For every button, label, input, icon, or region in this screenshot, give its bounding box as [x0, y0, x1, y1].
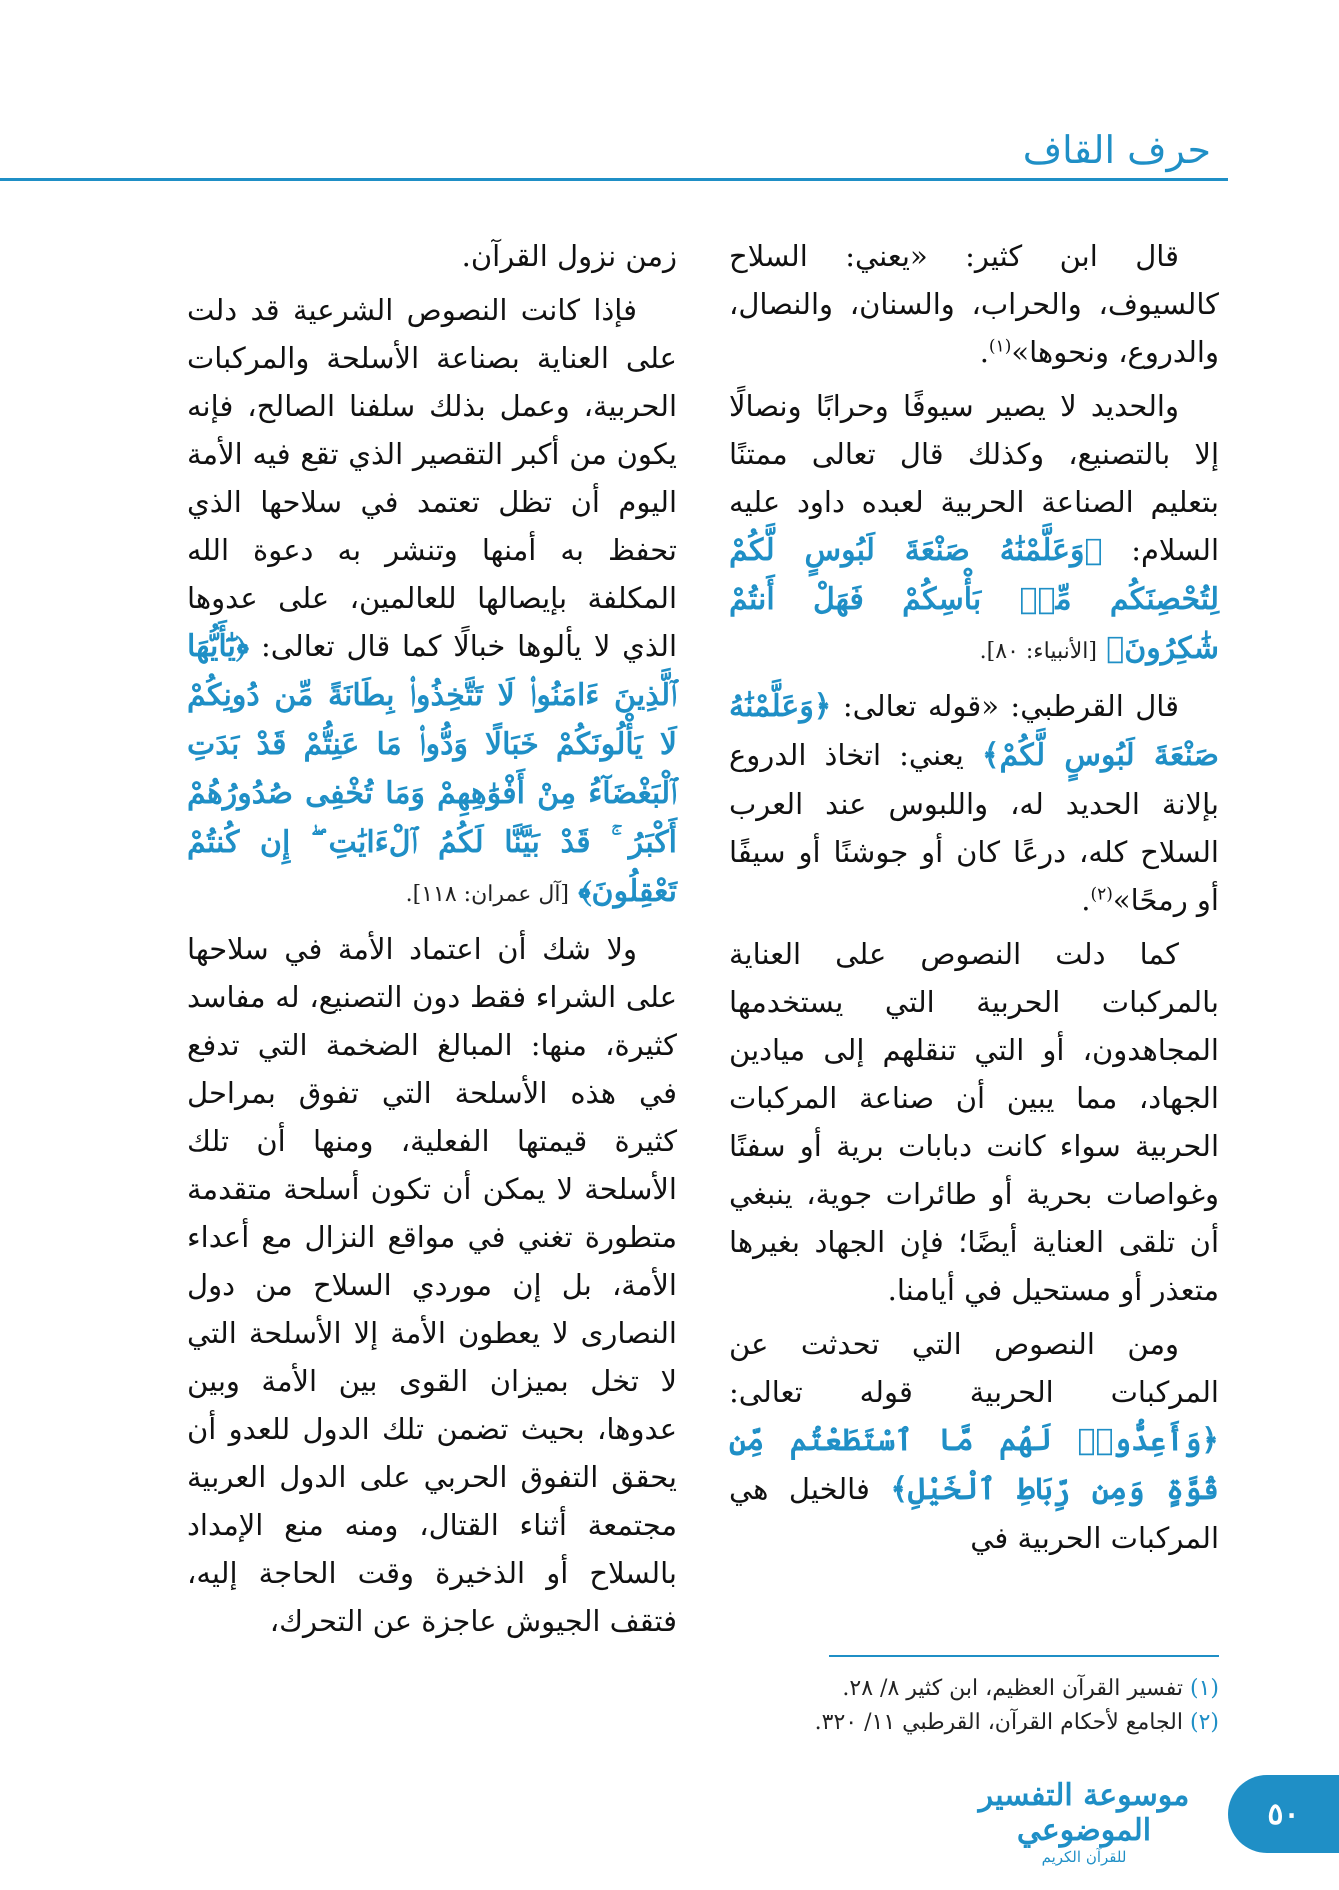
paragraph-text: قال ابن كثير: «يعني: السلاح كالسيوف، والحراب، والسنان، والنصال، والدروع، ونحوها»: [729, 239, 1219, 369]
header-rule: [0, 178, 1228, 181]
chapter-title: حرف القاف: [1022, 128, 1211, 172]
paragraph-text: والحديد لا يصير سيوفًا وحرابًا ونصالًا إلا بالتصنيع، وكذلك قال تعالى ممتنًا بتعليم الصناعة الحربية لعبده داود عليه السلام:: [729, 389, 1219, 567]
paragraph-text: قال القرطبي: «قوله تعالى:: [842, 689, 1179, 723]
logo-subtitle: للقرآن الكريم: [1041, 1848, 1127, 1866]
paragraph-end: .: [979, 335, 989, 369]
paragraph-text: فإذا كانت النصوص الشرعية قد دلت على العناية بصناعة الأسلحة والمركبات الحربية، وعمل بذلك سلفنا الصالح، فإنه يكون من أكبر التقصير الذي تقع فيه الأمة اليوم أن تظل تعتمد في سلاحها الذي تحفظ به أمنها وتنشر به دعوة الله المكلفة بإيصالها للعالمين، على عدوها الذي لا يألوها خبالًا كما قال تعالى:: [187, 293, 678, 663]
verse-reference: [الأنبياء: ٨٠].: [979, 639, 1097, 664]
paragraph-text: ومن النصوص التي تحدثت عن المركبات الحربية قوله تعالى:: [729, 1327, 1219, 1409]
paragraph-vehicles: [729, 930, 1219, 1314]
quran-verse: ﴿وَعَلَّمْنَٰهُ صَنْعَةَ لَبُوسٍ لَّكُمْ﴾: [729, 689, 1220, 773]
paragraph-text: يعني: اتخاذ الدروع بإلانة الحديد له، واللبوس عند العرب السلاح كله، درعًا كان أو جوشنًا أو سيفًا أو رمحًا»: [729, 738, 1219, 917]
right-column: [729, 232, 1219, 1568]
paragraph-text: زمن نزول القرآن.: [461, 239, 677, 273]
paragraph-dependence: [187, 925, 677, 1645]
footnote-2: [659, 1706, 1219, 1740]
logo-title: موسوعة التفسير الموضوعي: [978, 1778, 1190, 1848]
footnote-1: [659, 1672, 1219, 1706]
paragraph-qurtubi: [729, 682, 1219, 924]
footnote-text: الجامع لأحكام القرآن، القرطبي ١١/ ٣٢٠.: [814, 1710, 1183, 1735]
footnote-rule: [829, 1655, 1219, 1657]
verse-reference: [آل عمران: ١١٨].: [405, 882, 570, 907]
paragraph-horses: [729, 1320, 1219, 1562]
paragraph-end: .: [1081, 883, 1091, 917]
quran-verse: ﴿وَأَعِدُّوا۟ لَهُم مَّا ٱسْتَطَعْتُم مِّن قُوَّةٍ وَمِن رِّبَاطِ ٱلْخَيْلِ﴾: [729, 1423, 1219, 1507]
footnote-number: (٢): [1189, 1710, 1219, 1735]
encyclopedia-logo: [964, 1778, 1204, 1866]
paragraph-ibn-kathir: [729, 232, 1219, 376]
footnote-text: تفسير القرآن العظيم، ابن كثير ٨/ ٢٨.: [842, 1676, 1183, 1701]
paragraph-iron: [729, 382, 1219, 676]
paragraph-text: كما دلت النصوص على العناية بالمركبات الحربية التي يستخدمها المجاهدون، أو التي تنقلهم إلى ميادين الجهاد، مما يبين أن صناعة المركبات الحربية سواء كانت دبابات برية أو سفنًا وغواصات بحرية أو طائرات جوية، ينبغي أن تلقى العناية أيضًا؛ فإن الجهاد بغيرها متعذر أو مستحيل في أيامنا.: [729, 937, 1219, 1307]
footnote-number: (١): [1189, 1676, 1219, 1701]
paragraph-text: فالخيل هي المركبات الحربية في: [729, 1472, 1219, 1555]
paragraph-continuation: [187, 232, 677, 280]
footnote-ref-2[interactable]: (٢): [1090, 884, 1113, 905]
left-column: [187, 232, 677, 1651]
footnote-ref-1[interactable]: (١): [988, 336, 1012, 357]
quran-verse: ﴿وَعَلَّمْنَٰهُ صَنْعَةَ لَبُوسٍ لَّكُمْ لِتُحْصِنَكُم مِّنۢ بَأْسِكُمْ فَهَلْ أَنتُمْ شَٰكِرُونَ﴾: [729, 533, 1219, 666]
quran-verse: ﴿يَٰٓأَيُّهَا ٱلَّذِينَ ءَامَنُوا۟ لَا تَتَّخِذُوا۟ بِطَانَةً مِّن دُونِكُمْ لَا يَأْلُونَكُمْ خَبَالًا وَدُّوا۟ مَا عَنِتُّمْ قَدْ بَدَتِ ٱلْبَغْضَآءُ مِنْ أَفْوَٰهِهِمْ وَمَا تُخْفِى صُدُورُهُمْ أَكْبَرُ ۚ قَدْ بَيَّنَّا لَكُمُ ٱلْءَايَٰتِ ۖ إِن كُنتُمْ تَعْقِلُونَ﴾: [187, 629, 677, 909]
page-number: ٥٠: [1228, 1775, 1339, 1853]
paragraph-text: ولا شك أن اعتماد الأمة في سلاحها على الشراء فقط دون التصنيع، له مفاسد كثيرة، منها: المبالغ الضخمة التي تدفع في هذه الأسلحة التي تفوق بمراحل كثيرة قيمتها الفعلية، ومنها أن تلك الأسلحة لا يمكن أن تكون أسلحة متقدمة متطورة تغني في مواقع النزال مع أعداء الأمة، بل إن موردي السلاح من دول النصارى لا يعطون الأمة إلا الأسلحة التي لا تخل بميزان القوى بين الأمة وبين عدوها، بحيث تضمن تلك الدول للعدو أن يحقق التفوق الحربي على الدول العربية مجتمعة أثناء القتال، ومنه منع الإمداد بالسلاح أو الذخيرة وقت الحاجة إليه، فتقف الجيوش عاجزة عن التحرك،: [187, 932, 677, 1638]
paragraph-shortcoming: [187, 286, 677, 919]
footnotes: [659, 1672, 1219, 1740]
